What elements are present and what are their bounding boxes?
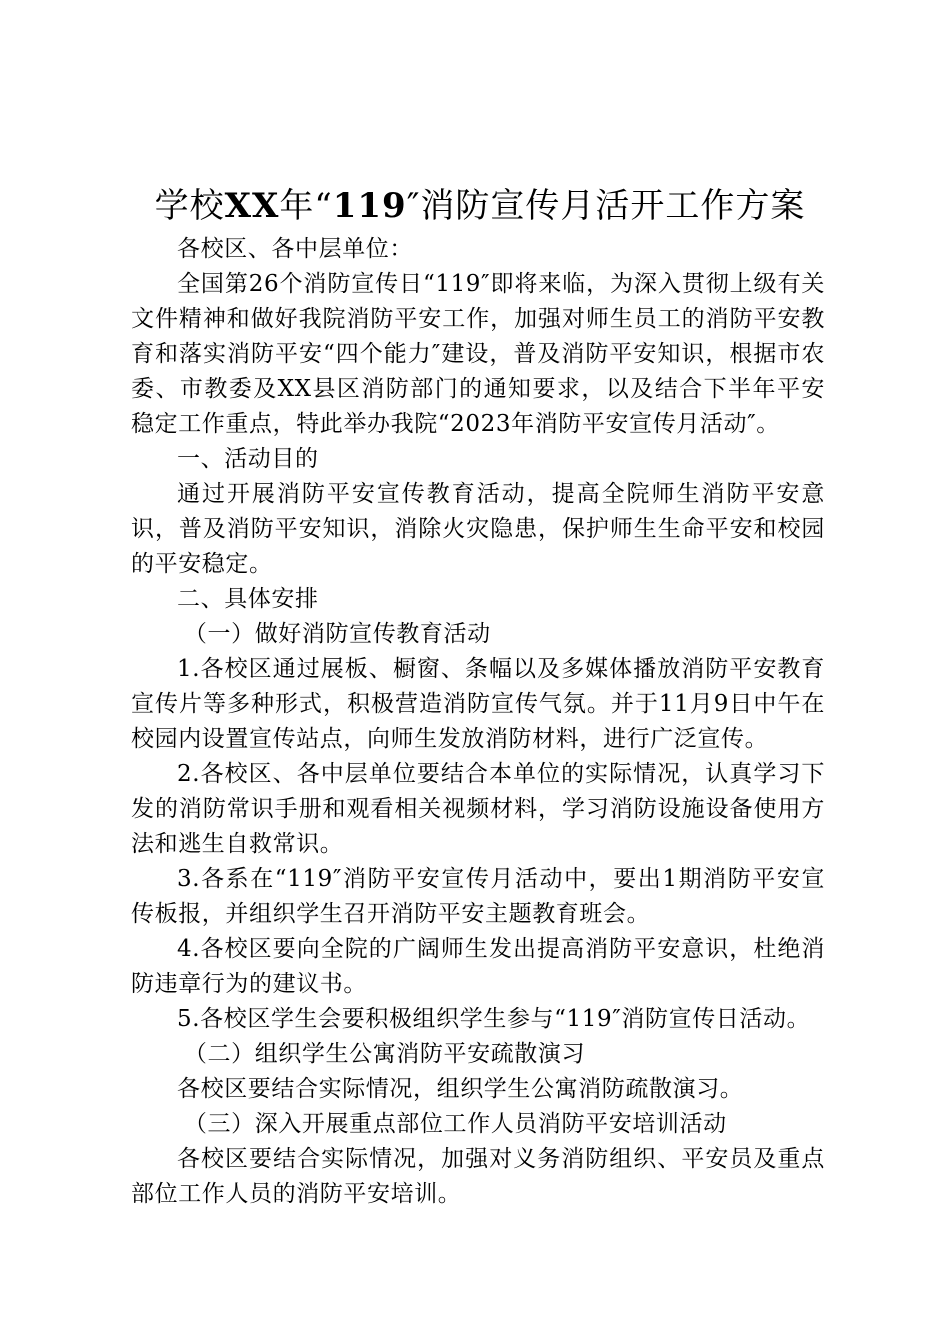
subsection-heading-2: （二）组织学生公寓消防平安疏散演习: [183, 1041, 586, 1067]
drill-paragraph: 各校区要结合实际情况，组织学生公寓消防疏散演习。: [177, 1076, 744, 1102]
intro-paragraph: 全国第26个消防宣传日“119″即将来临，为深入贯彻上级有关文件精神和做好我院消防平安工作，加强对师生员工的消防平安教育和落实消防平安“四个能力″建设，普及消防平安知识，根据市农委、市教委及XX县区消防部门的通知要求，以及结合下半年平安稳定工作重点，特此举办我院“2023年消防平安宣传月活动″。: [131, 271, 825, 437]
section-heading-purpose: 一、活动目的: [177, 446, 319, 472]
title-prefix: 学校: [154, 186, 225, 226]
title-number: 119: [332, 186, 407, 226]
item-5-paragraph: 5.各校区学生会要积极组织学生参与“119″消防宣传日活动。: [177, 1006, 811, 1032]
section-heading-arrangement: 二、具体安排: [177, 586, 319, 612]
subsection-heading-3: （三）深入开展重点部位工作人员消防平安培训活动: [183, 1111, 727, 1137]
item-3-paragraph: 3.各系在“119″消防平安宣传月活动中，要出1期消防平安宣传板报，并组织学生召开消防平安主题教育班会。: [131, 866, 825, 927]
item-2-paragraph: 2.各校区、各中层单位要结合本单位的实际情况，认真学习下发的消防常识手册和观看相关视频材料，学习消防设施设备使用方法和逃生自救常识。: [131, 761, 825, 857]
title-xx: XX: [224, 186, 280, 226]
item-1-paragraph: 1.各校区通过展板、橱窗、条幅以及多媒体播放消防平安教育宣传片等多种形式，积极营造消防宣传气氛。并于11月9日中午在校园内设置宣传站点，向师生发放消防材料，进行广泛宣传。: [131, 656, 825, 752]
purpose-paragraph: 通过开展消防平安宣传教育活动，提高全院师生消防平安意识，普及消防平安知识，消除火灾隐患，保护师生生命平安和校园的平安稳定。: [131, 481, 825, 577]
item-4-paragraph: 4.各校区要向全院的广阔师生发出提高消防平安意识，杜绝消防违章行为的建议书。: [131, 936, 825, 997]
training-paragraph: 各校区要结合实际情况，加强对义务消防组织、平安员及重点部位工作人员的消防平安培训。: [131, 1146, 825, 1207]
document-title: [130, 180, 830, 232]
title-suffix: ″消防宣传月活开工作方案: [406, 186, 806, 226]
subsection-heading-1: （一）做好消防宣传教育活动: [183, 621, 491, 647]
title-mid: 年“: [279, 186, 333, 226]
document-body: [131, 232, 825, 1212]
salutation: 各校区、各中层单位：: [177, 236, 413, 262]
